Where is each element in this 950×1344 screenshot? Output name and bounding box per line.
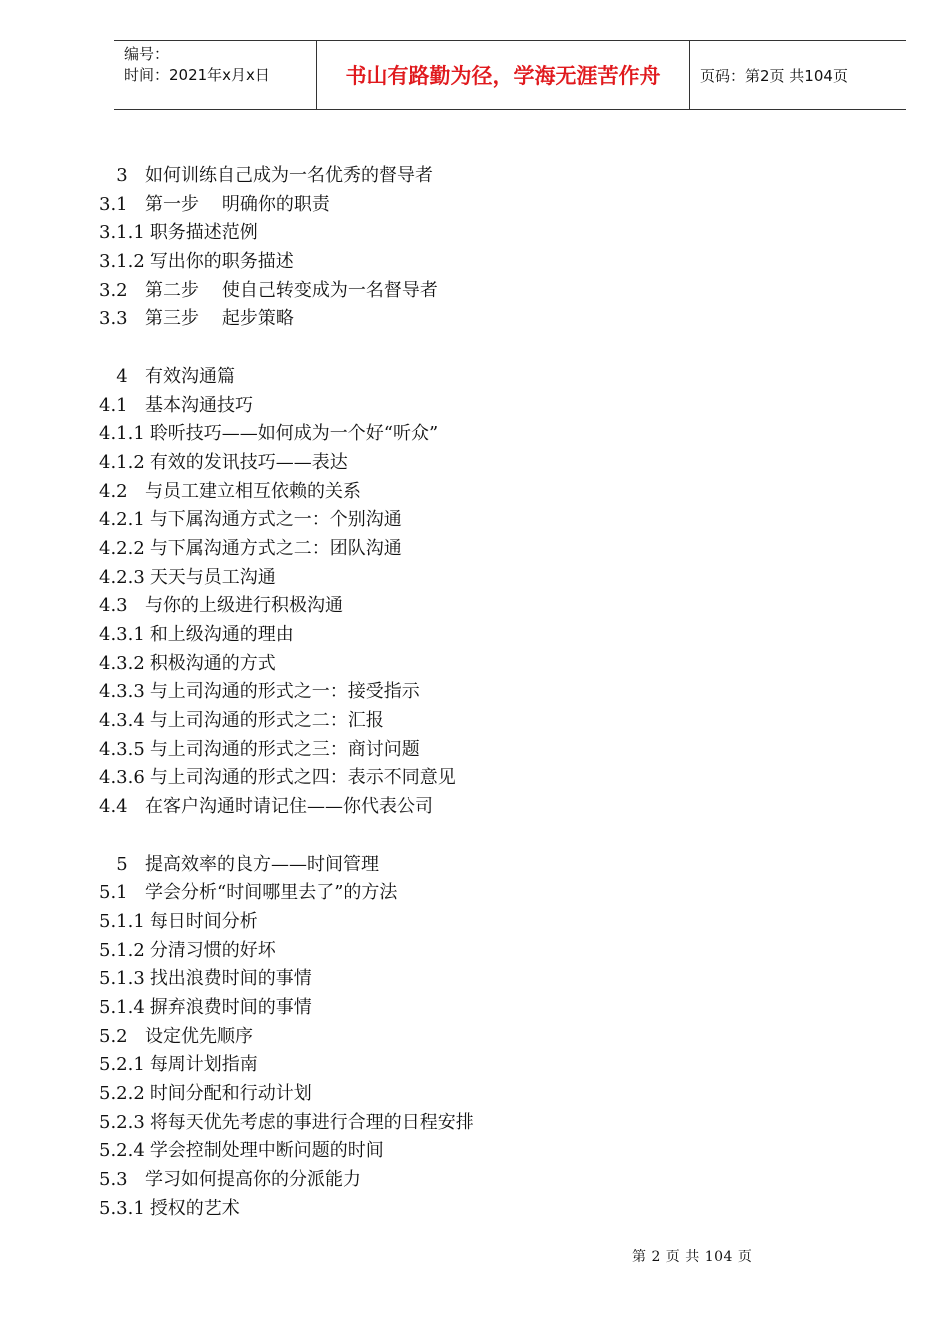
toc-entry <box>99 879 819 908</box>
toc-entry <box>99 1023 819 1052</box>
toc-entry <box>99 1195 819 1224</box>
toc-entry-title: 每周计划指南 <box>149 1054 258 1076</box>
toc-entry <box>99 994 819 1023</box>
toc-entry-title: 时间分配和行动计划 <box>149 1083 312 1104</box>
toc-entry-number: 4.1.2 <box>99 451 145 473</box>
toc-entry-title: 在客户沟通时请记住——你代表公司 <box>145 796 433 818</box>
toc-entry-title: 与下属沟通方式之一：个别沟通 <box>149 509 402 531</box>
toc-entry <box>99 965 819 994</box>
toc-entry-number: 4.3.6 <box>99 767 145 789</box>
header-meta <box>114 41 316 109</box>
toc-entry-number: 5.1.3 <box>99 968 145 990</box>
toc-entry <box>99 535 819 564</box>
toc-entry-title: 第三步 起步策略 <box>145 308 294 330</box>
toc-entry-number: 5.2 <box>99 1025 128 1047</box>
toc-entry-title: 和上级沟通的理由 <box>149 624 294 645</box>
toc-entry-title: 有效的发讯技巧——表达 <box>149 451 348 473</box>
toc-entry-title: 天天与员工沟通 <box>149 566 276 588</box>
toc-entry-number: 5.1.4 <box>99 996 145 1018</box>
toc-entry-title: 与员工建立相互依赖的关系 <box>145 480 361 502</box>
toc-entry-title: 与上司沟通的形式之一：接受指示 <box>149 681 420 703</box>
toc-entry-number: 4.3.5 <box>99 738 145 760</box>
toc-entry <box>99 506 819 535</box>
toc-entry-title: 分清习惯的好坏 <box>149 939 276 961</box>
toc-entry-number: 4.1 <box>99 394 128 416</box>
toc-entry <box>99 1109 819 1138</box>
toc-entry-number: 3 <box>116 165 128 186</box>
toc-entry-number: 5.1.2 <box>99 939 145 961</box>
toc-entry-number: 5.1.1 <box>99 910 145 932</box>
toc-entry <box>99 937 819 966</box>
toc-entry-title: 与上司沟通的形式之三：商讨问题 <box>149 738 420 760</box>
toc-entry <box>99 621 819 650</box>
toc-spacer <box>99 334 819 363</box>
toc-entry <box>99 908 819 937</box>
toc-entry <box>99 219 819 248</box>
toc-entry-number: 4.3.2 <box>99 652 145 674</box>
toc-entry-number: 5.2.2 <box>99 1083 145 1104</box>
toc-entry <box>99 650 819 679</box>
toc-entry <box>99 764 819 793</box>
toc-entry-title: 与上司沟通的形式之四：表示不同意见 <box>149 767 456 789</box>
toc-entry-number: 4.3.3 <box>99 681 145 703</box>
toc-entry <box>99 478 819 507</box>
toc-entry-title: 聆听技巧——如何成为一个好“听众” <box>149 423 439 445</box>
toc-entry <box>99 248 819 277</box>
toc-entry-number: 3.2 <box>99 279 128 301</box>
toc-entry-number: 3.3 <box>99 308 128 330</box>
toc-entry <box>99 1080 819 1109</box>
toc-entry-number: 4.2.1 <box>99 509 145 531</box>
toc-entry-title: 第一步 明确你的职责 <box>145 193 330 215</box>
toc-entry <box>99 449 819 478</box>
toc-entry-title: 找出浪费时间的事情 <box>149 968 312 990</box>
toc-entry-number: 4.2.2 <box>99 537 145 559</box>
toc-entry-number: 4.3.1 <box>99 624 145 645</box>
toc-entry-title: 如何训练自己成为一名优秀的督导者 <box>145 165 433 186</box>
toc-entry <box>99 392 819 421</box>
toc-entry-title: 学习如何提高你的分派能力 <box>145 1169 361 1191</box>
toc-entry-number: 4.4 <box>99 796 128 818</box>
toc-entry-title: 有效沟通篇 <box>145 365 235 387</box>
toc-entry-title: 与上司沟通的形式之二：汇报 <box>149 710 384 732</box>
toc-entry <box>99 420 819 449</box>
code-label: 编号： <box>124 45 170 63</box>
toc-entry-title: 将每天优先考虑的事进行合理的日程安排 <box>149 1111 474 1133</box>
toc-entry-title: 积极沟通的方式 <box>149 652 276 674</box>
toc-entry-title: 每日时间分析 <box>149 910 258 932</box>
toc-spacer <box>99 822 819 851</box>
toc-entry-number: 4.3 <box>99 595 128 617</box>
toc-entry-number: 3.1 <box>99 193 128 215</box>
toc-entry-number: 4.2 <box>99 480 128 502</box>
toc-entry-title: 与你的上级进行积极沟通 <box>145 595 343 617</box>
toc-entry-title: 基本沟通技巧 <box>145 394 253 416</box>
toc-entry <box>99 162 819 191</box>
toc-entry-number: 3.1.2 <box>99 251 145 273</box>
toc-entry-title: 第二步 使自己转变成为一名督导者 <box>145 279 438 301</box>
header-page-info: 页码：第2页 共104页 <box>700 66 848 85</box>
toc-entry <box>99 1051 819 1080</box>
page-header <box>114 40 906 110</box>
toc-entry-title: 设定优先顺序 <box>145 1025 253 1047</box>
toc-entry-title: 提高效率的良方——时间管理 <box>145 853 379 875</box>
toc-entry-number: 5.3.1 <box>99 1197 145 1219</box>
toc-entry <box>99 678 819 707</box>
toc-entry-number: 5.2.3 <box>99 1111 145 1133</box>
toc-entry-title: 与下属沟通方式之二：团队沟通 <box>149 537 402 559</box>
toc-entry <box>99 363 819 392</box>
table-of-contents <box>99 162 819 1223</box>
toc-entry <box>99 277 819 306</box>
toc-entry-number: 4.1.1 <box>99 423 145 445</box>
toc-entry <box>99 191 819 220</box>
toc-entry <box>99 707 819 736</box>
toc-entry-number: 4.2.3 <box>99 566 145 588</box>
toc-entry-title: 学会控制处理中断问题的时间 <box>149 1140 384 1162</box>
toc-entry-number: 3.1.1 <box>99 222 145 244</box>
toc-entry-title: 摒弃浪费时间的事情 <box>149 996 312 1018</box>
toc-entry <box>99 1166 819 1195</box>
toc-entry <box>99 305 819 334</box>
toc-entry <box>99 564 819 593</box>
toc-entry-title: 职务描述范例 <box>149 222 258 244</box>
toc-entry-number: 4 <box>116 365 128 387</box>
toc-entry-number: 5.1 <box>99 882 128 904</box>
toc-entry <box>99 1137 819 1166</box>
toc-entry-number: 4.3.4 <box>99 710 145 732</box>
date-label: 时间：2021年x月x日 <box>124 66 270 84</box>
toc-entry-title: 授权的艺术 <box>149 1197 240 1219</box>
toc-entry-number: 5.3 <box>99 1169 128 1191</box>
toc-entry <box>99 592 819 621</box>
toc-entry-title: 写出你的职务描述 <box>149 251 294 273</box>
page-footer: 第 2 页 共 104 页 <box>632 1249 753 1265</box>
header-motto: 书山有路勤为径，学海无涯苦作舟 <box>316 41 690 109</box>
toc-entry-number: 5.2.4 <box>99 1140 145 1162</box>
toc-entry-number: 5.2.1 <box>99 1054 145 1076</box>
toc-entry-title: 学会分析“时间哪里去了”的方法 <box>145 882 398 904</box>
toc-entry <box>99 851 819 880</box>
toc-entry <box>99 736 819 765</box>
toc-entry <box>99 793 819 822</box>
toc-entry-number: 5 <box>116 853 128 875</box>
